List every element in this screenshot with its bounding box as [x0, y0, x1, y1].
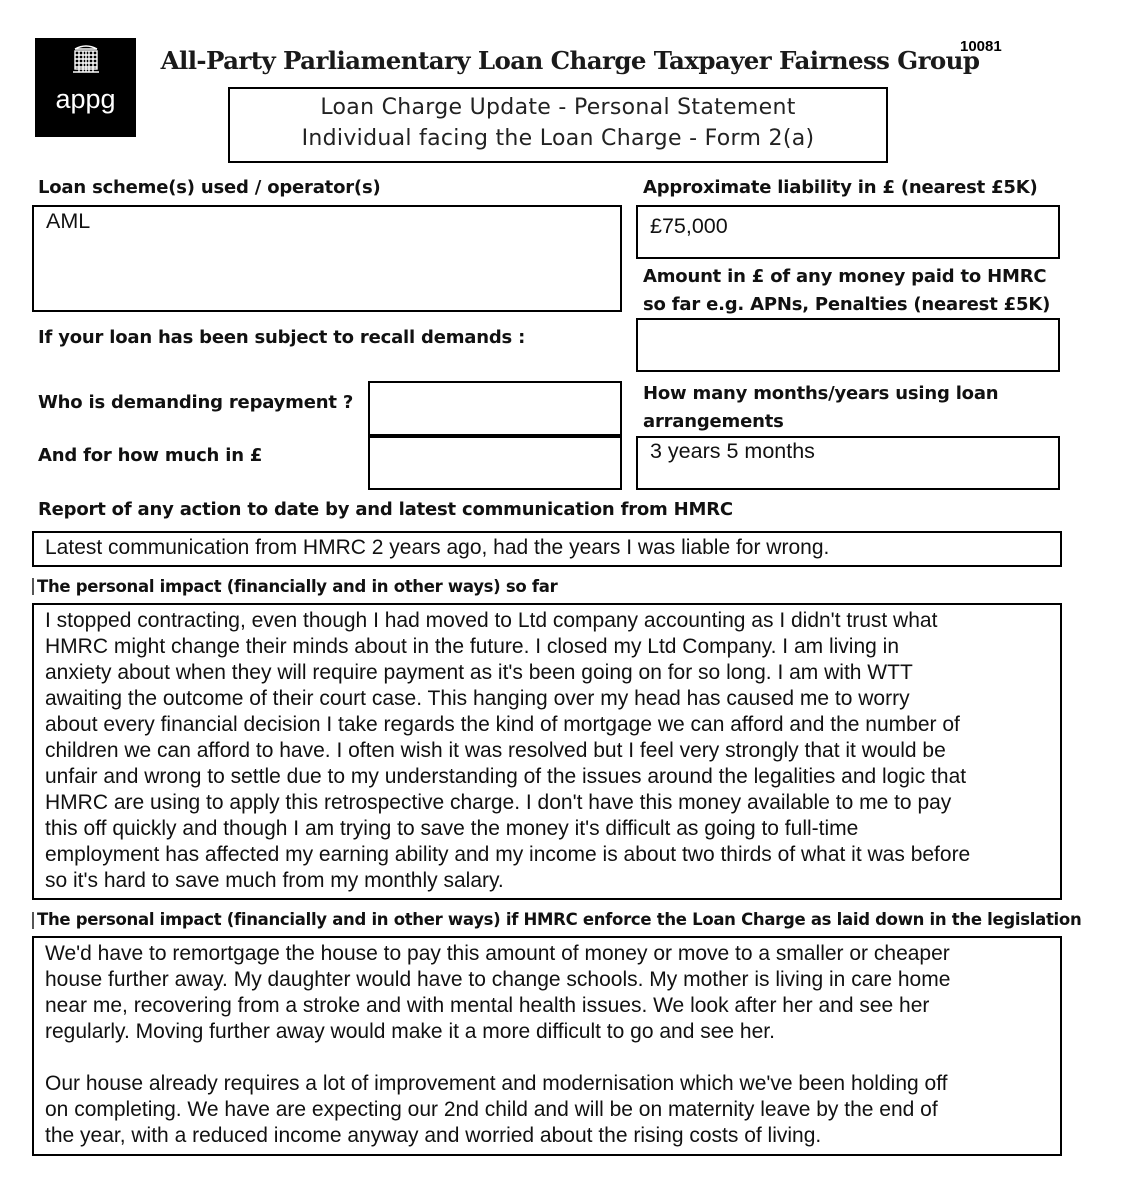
page-title: All-Party Parliamentary Loan Charge Taxpayer Fairness Group — [160, 46, 980, 75]
who-label: Who is demanding repayment ? — [38, 392, 354, 413]
schemes-field[interactable] — [32, 205, 622, 312]
text-line: HMRC are using to apply this retrospective charge. I don't have this money available to me to pay — [45, 791, 952, 814]
text-line: unfair and wrong to settle due to my understanding of the issues around the legalities and logic that — [45, 765, 967, 788]
subtitle-line-2: Individual facing the Loan Charge - Form 2(a) — [301, 126, 815, 151]
liability-label: Approximate liability in £ (nearest £5K) — [643, 177, 1038, 198]
portcullis-icon — [72, 43, 100, 75]
report-field[interactable] — [32, 531, 1062, 567]
impact-so-far-label: The personal impact (financially and in other ways) so far — [37, 577, 558, 596]
paid-field[interactable] — [636, 318, 1060, 372]
months-label-line-1: How many months/years using loan — [643, 383, 999, 404]
impact-enforce-label: The personal impact (financially and in other ways) if HMRC enforce the Loan Charge as laid down in the legislation — [37, 910, 1082, 929]
recall-label: If your loan has been subject to recall demands : — [38, 327, 526, 348]
schemes-value: AML — [46, 209, 91, 233]
how-much-field[interactable] — [368, 436, 622, 490]
paid-label-line-1: Amount in £ of any money paid to HMRC — [643, 266, 1047, 287]
label-marker — [32, 578, 34, 595]
paid-label — [643, 263, 1050, 319]
text-line: the year, with a reduced income anyway and worried about the rising costs of living. — [45, 1124, 822, 1147]
label-marker — [32, 912, 34, 929]
text-line: near me, recovering from a stroke and with mental health issues. We look after her and see her — [45, 994, 930, 1017]
appg-logo — [35, 38, 136, 137]
text-line: I stopped contracting, even though I had moved to Ltd company accounting as I didn't trust what — [45, 609, 938, 632]
text-line: children we can afford to have. I often wish it was resolved but I feel very strongly that it would be — [45, 739, 946, 762]
text-line: Our house already requires a lot of improvement and modernisation which we've been holding off — [45, 1072, 948, 1095]
how-much-value — [370, 438, 620, 442]
schemes-label: Loan scheme(s) used / operator(s) — [38, 177, 381, 198]
subtitle-box — [228, 87, 888, 163]
who-value — [370, 383, 620, 387]
who-field[interactable] — [368, 381, 622, 436]
text-line: about every financial decision I take regards the kind of mortgage we can afford and the number of — [45, 713, 960, 736]
text-line: awaiting the outcome of their court case. This hanging over my head has caused me to worry — [45, 687, 910, 710]
how-much-label: And for how much in £ — [38, 445, 263, 466]
text-line: on completing. We have are expecting our 2nd child and will be on maternity leave by the end of — [45, 1098, 938, 1121]
report-label: Report of any action to date by and latest communication from HMRC — [38, 499, 733, 520]
impact-so-far-text — [34, 605, 1060, 894]
form-id: 10081 — [960, 38, 1002, 55]
months-field[interactable] — [636, 436, 1060, 490]
text-line: anxiety about when they will require payment as it's been going on for so long. I am with WTT — [45, 661, 913, 684]
logo-text: appg — [55, 84, 116, 114]
paid-label-line-2: so far e.g. APNs, Penalties (nearest £5K) — [643, 294, 1051, 315]
text-line: regularly. Moving further away would make it a more difficult to go and see her. — [45, 1020, 775, 1043]
text-line — [45, 1045, 1060, 1071]
text-line: We'd have to remortgage the house to pay this amount of money or move to a smaller or cheaper — [45, 942, 950, 965]
months-value: 3 years 5 months — [650, 439, 815, 463]
impact-enforce-text — [34, 938, 1060, 1149]
paid-value — [638, 320, 1058, 327]
liability-field[interactable] — [636, 205, 1060, 259]
subtitle-line-1: Loan Charge Update - Personal Statement — [320, 95, 796, 120]
months-label-line-2: arrangements — [643, 411, 784, 432]
text-line: employment has affected my earning ability and my income is about two thirds of what it was before — [45, 843, 971, 866]
text-line: HMRC might change their minds about in the future. I closed my Ltd Company. I am living in — [45, 635, 899, 658]
report-value: Latest communication from HMRC 2 years ago, had the years I was liable for wrong. — [45, 536, 830, 559]
months-label — [643, 380, 998, 436]
text-line: house further away. My daughter would have to change schools. My mother is living in care home — [45, 968, 951, 991]
liability-value: £75,000 — [650, 214, 728, 238]
text-line: this off quickly and though I am trying to save the money it's difficult as going to full-time — [45, 817, 859, 840]
impact-enforce-field[interactable] — [32, 936, 1062, 1156]
text-line: so it's hard to save much from my monthly salary. — [45, 869, 504, 892]
impact-so-far-field[interactable] — [32, 603, 1062, 900]
